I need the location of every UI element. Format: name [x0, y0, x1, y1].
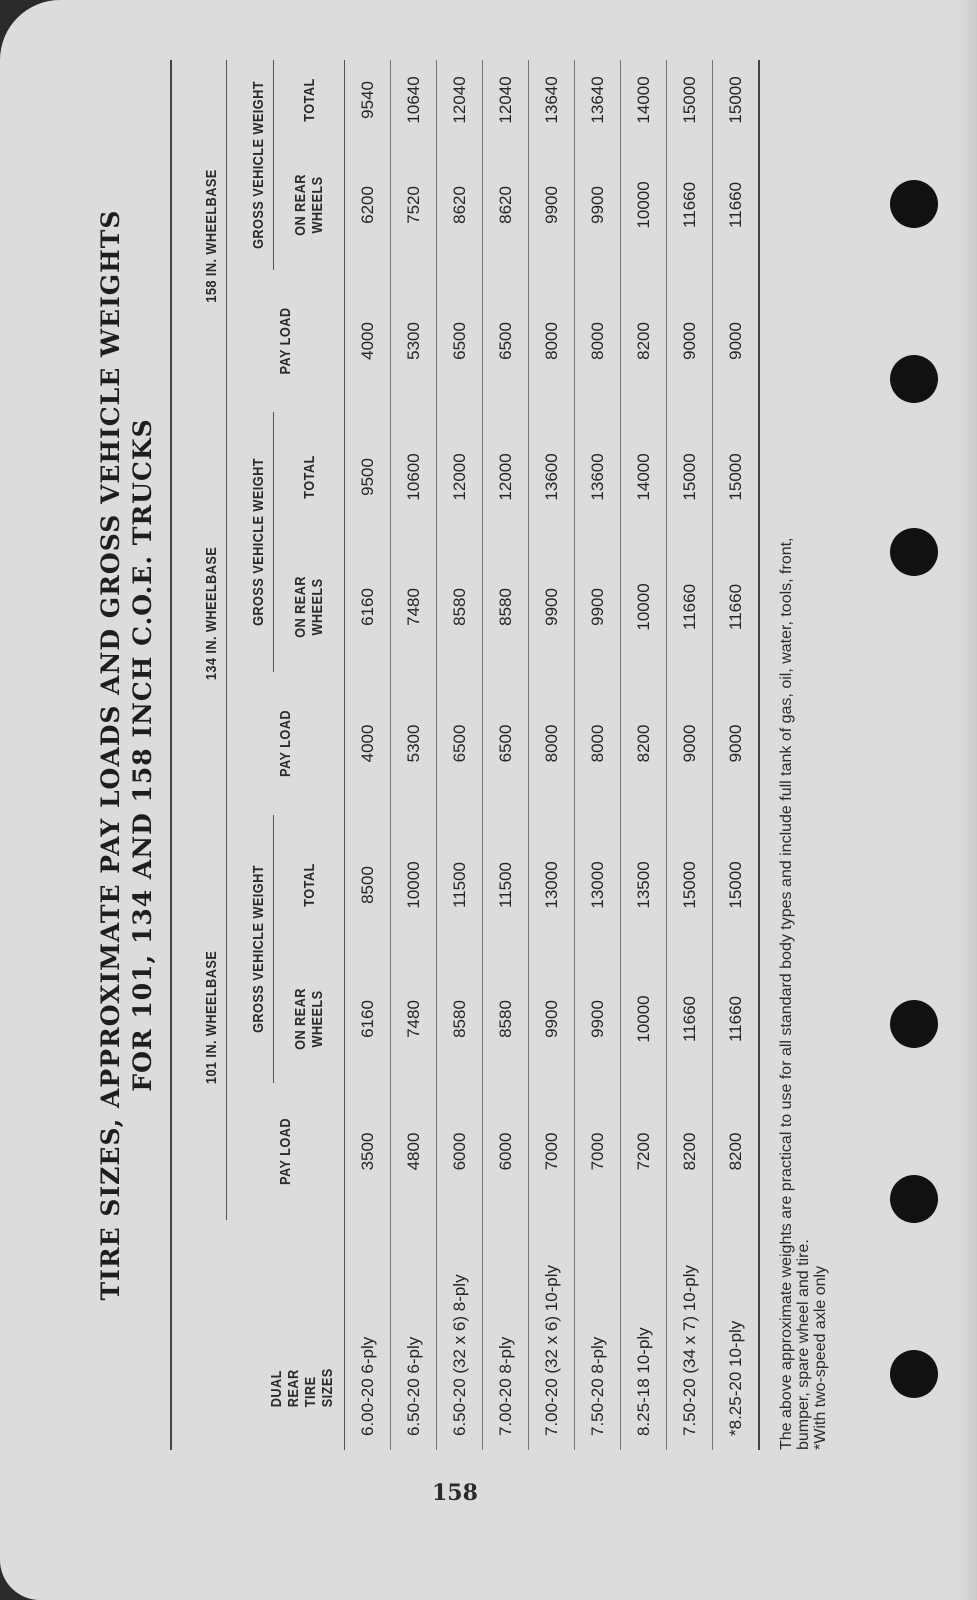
tire-size-cell: 6.50-20 6-ply	[391, 1220, 437, 1450]
total-header: TOTAL	[274, 825, 345, 944]
header-text: WHEELS	[309, 990, 326, 1048]
weight-cell: 8000	[529, 672, 575, 815]
header-text: ON REAR	[292, 174, 309, 236]
footnote: bumper, spare wheel and tire.	[795, 1239, 812, 1450]
page-title	[95, 60, 159, 1450]
header-text: WHEELS	[309, 176, 326, 234]
weight-cell: 12000	[483, 412, 529, 542]
weight-cell: 11500	[437, 815, 483, 955]
table-row	[483, 60, 529, 1450]
weight-cell: 15000	[713, 60, 760, 140]
weight-cell: 11660	[667, 955, 713, 1083]
weight-cell: 8620	[483, 140, 529, 270]
pay-load-header: PAY LOAD	[227, 281, 345, 402]
tire-size-cell: 6.00-20 6-ply	[345, 1220, 391, 1450]
weight-cell: 6000	[437, 1083, 483, 1220]
pay-load-header: PAY LOAD	[227, 1093, 345, 1209]
weight-cell: 4800	[391, 1083, 437, 1220]
table-row	[575, 60, 621, 1450]
weight-cell: 6500	[437, 672, 483, 815]
weight-cell: 13640	[575, 60, 621, 140]
weight-cell: 11660	[713, 955, 760, 1083]
weight-cell: 8620	[437, 140, 483, 270]
header-text: REAR	[285, 1369, 302, 1408]
weight-cell: 15000	[667, 412, 713, 542]
weight-cell: 8580	[437, 542, 483, 672]
header-text: DUAL	[268, 1370, 285, 1408]
weight-cell: 9900	[575, 140, 621, 270]
tire-size-cell: *8.25-20 10-ply	[713, 1220, 760, 1450]
weight-cell: 7520	[391, 140, 437, 270]
weight-cell: 10000	[621, 542, 667, 672]
tire-size-cell: 7.00-20 8-ply	[483, 1220, 529, 1450]
weight-cell: 9900	[575, 955, 621, 1083]
weight-cell: 8200	[621, 672, 667, 815]
group-header-101: 101 IN. WHEELBASE	[171, 845, 227, 1189]
weight-cell: 15000	[713, 815, 760, 955]
table-row	[713, 60, 760, 1450]
weight-cell: 10000	[621, 955, 667, 1083]
weight-cell: 9900	[529, 542, 575, 672]
header-text: SIZES	[319, 1368, 336, 1408]
weight-cell: 9900	[529, 955, 575, 1083]
tire-size-cell: 8.25-18 10-ply	[621, 1220, 667, 1450]
gvw-header: GROSS VEHICLE WEIGHT	[227, 431, 274, 652]
gvw-header: GROSS VEHICLE WEIGHT	[227, 76, 274, 255]
weight-cell: 10000	[621, 140, 667, 270]
weight-cell: 6000	[483, 1083, 529, 1220]
weight-cell: 6160	[345, 955, 391, 1083]
weight-cell: 8580	[483, 542, 529, 672]
weights-table	[170, 60, 760, 1450]
weight-cell: 7000	[529, 1083, 575, 1220]
weight-cell: 10600	[391, 412, 437, 542]
weight-cell: 6500	[483, 270, 529, 412]
page-number: 158	[432, 1480, 478, 1506]
weight-cell: 8200	[667, 1083, 713, 1220]
weight-cell: 9900	[529, 140, 575, 270]
on-rear-header	[274, 965, 345, 1074]
weight-cell: 12040	[483, 60, 529, 140]
weight-cell: 7000	[575, 1083, 621, 1220]
weight-cell: 8200	[621, 270, 667, 412]
weight-cell: 14000	[621, 412, 667, 542]
weight-cell: 7480	[391, 542, 437, 672]
weight-cell: 9500	[345, 412, 391, 542]
weight-cell: 10000	[391, 815, 437, 955]
weight-cell: 9000	[667, 270, 713, 412]
on-rear-header	[274, 150, 345, 261]
table-body	[345, 60, 760, 1450]
table-row	[529, 60, 575, 1450]
weight-cell: 11660	[713, 140, 760, 270]
weight-cell: 8200	[713, 1083, 760, 1220]
tire-size-cell: 6.50-20 (32 x 6) 8-ply	[437, 1220, 483, 1450]
header-text: WHEELS	[309, 578, 326, 636]
weight-cell: 7200	[621, 1083, 667, 1220]
weight-cell: 14000	[621, 60, 667, 140]
group-header-158: 158 IN. WHEELBASE	[171, 86, 227, 385]
weight-cell: 8580	[437, 955, 483, 1083]
weight-cell: 6200	[345, 140, 391, 270]
weight-cell: 15000	[667, 815, 713, 955]
weight-cell: 12040	[437, 60, 483, 140]
weight-cell: 9000	[713, 672, 760, 815]
weight-cell: 8500	[345, 815, 391, 955]
title-line-2: FOR 101, 134 AND 158 INCH C.O.E. TRUCKS	[128, 418, 157, 1092]
weight-cell: 13500	[621, 815, 667, 955]
total-header: TOTAL	[274, 422, 345, 533]
weight-cell: 15000	[713, 412, 760, 542]
weight-cell: 6500	[437, 270, 483, 412]
weight-cell: 11500	[483, 815, 529, 955]
weight-cell: 10640	[391, 60, 437, 140]
weight-cell: 13600	[529, 412, 575, 542]
weight-cell: 12000	[437, 412, 483, 542]
weight-cell: 4000	[345, 270, 391, 412]
weight-cell: 8000	[575, 270, 621, 412]
weight-cell: 8000	[575, 672, 621, 815]
header-text: TIRE	[302, 1376, 319, 1408]
footnote: The above approximate weights are practical to use for all standard body types and include full tank of gas, oil, water, tools, front,	[778, 537, 795, 1450]
weight-cell: 9540	[345, 60, 391, 140]
table-row	[437, 60, 483, 1450]
gvw-header: GROSS VEHICLE WEIGHT	[227, 835, 274, 1063]
weight-cell: 6500	[483, 672, 529, 815]
weight-cell: 11660	[667, 140, 713, 270]
pay-load-header: PAY LOAD	[227, 683, 345, 805]
weight-cell: 5300	[391, 270, 437, 412]
weight-cell: 15000	[667, 60, 713, 140]
header-text: ON REAR	[292, 576, 309, 638]
tire-size-cell: 7.50-20 (34 x 7) 10-ply	[667, 1220, 713, 1450]
weight-cell: 7480	[391, 955, 437, 1083]
tire-size-cell: 7.50-20 8-ply	[575, 1220, 621, 1450]
weight-cell: 11660	[713, 542, 760, 672]
header-text: ON REAR	[292, 988, 309, 1050]
tire-size-header	[171, 1237, 345, 1433]
weight-cell: 3500	[345, 1083, 391, 1220]
total-header: TOTAL	[274, 66, 345, 134]
footnotes	[778, 60, 829, 1450]
footnote: *With two-speed axle only	[812, 1265, 829, 1450]
weight-cell: 5300	[391, 672, 437, 815]
title-line-1: TIRE SIZES, APPROXIMATE PAY LOADS AND GROSS VEHICLE WEIGHTS	[96, 209, 125, 1301]
table-row	[391, 60, 437, 1450]
weight-cell: 8580	[483, 955, 529, 1083]
tire-size-cell: 7.00-20 (32 x 6) 10-ply	[529, 1220, 575, 1450]
weight-cell: 9000	[713, 270, 760, 412]
weight-cell: 13640	[529, 60, 575, 140]
weight-cell: 9000	[667, 672, 713, 815]
weight-cell: 11660	[667, 542, 713, 672]
on-rear-header	[274, 552, 345, 663]
table-row	[667, 60, 713, 1450]
weight-cell: 13000	[575, 815, 621, 955]
weight-cell: 13000	[529, 815, 575, 955]
weight-cell: 6160	[345, 542, 391, 672]
group-header-134: 134 IN. WHEELBASE	[171, 442, 227, 785]
weight-cell: 8000	[529, 270, 575, 412]
weight-cell: 13600	[575, 412, 621, 542]
table-row	[345, 60, 391, 1450]
weight-cell: 9900	[575, 542, 621, 672]
table-row	[621, 60, 667, 1450]
weight-cell: 4000	[345, 672, 391, 815]
